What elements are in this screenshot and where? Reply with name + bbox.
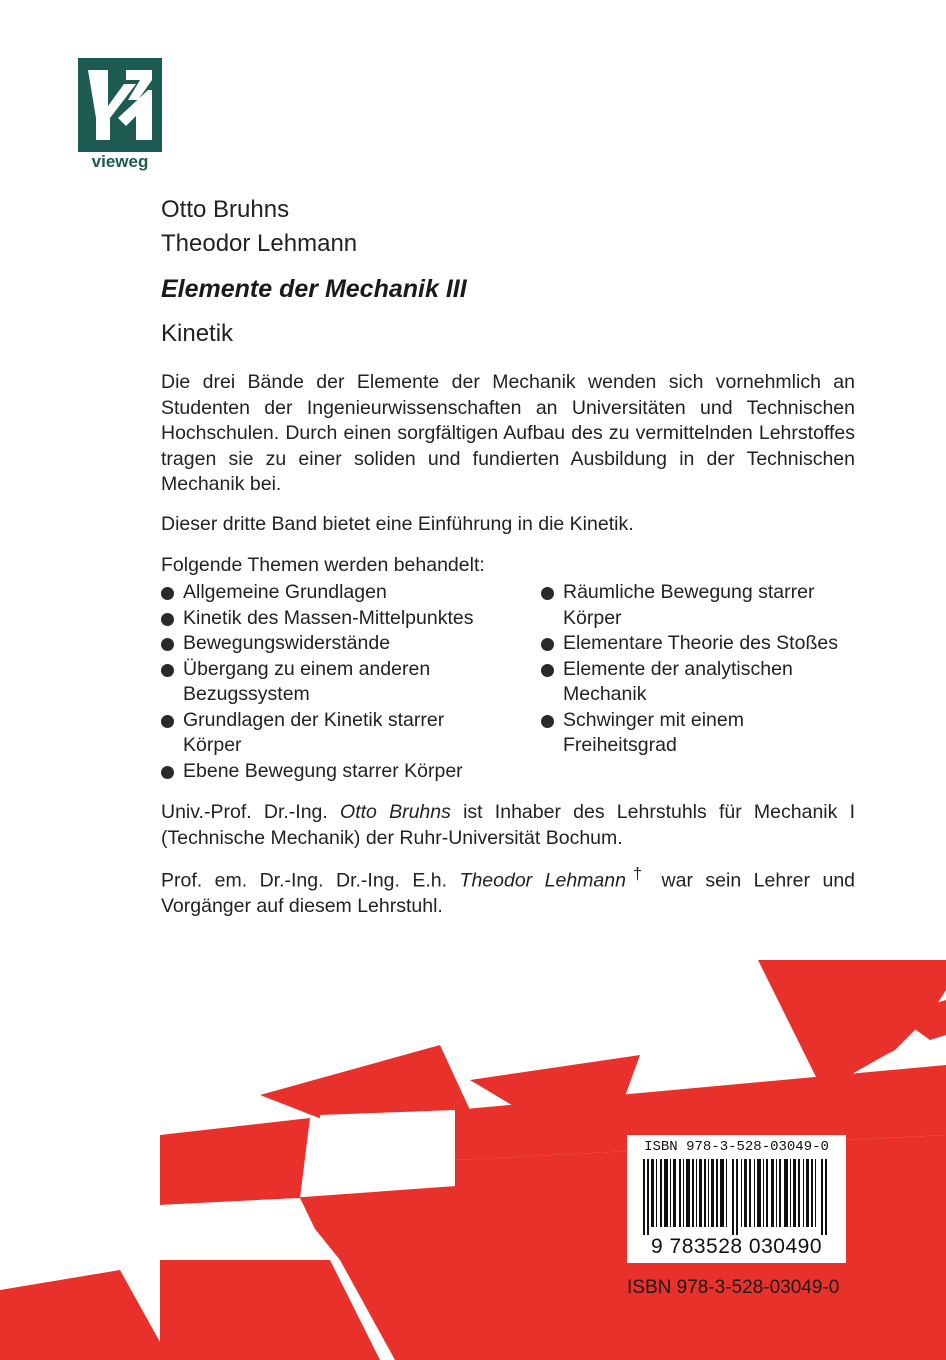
bullet-icon — [541, 638, 554, 651]
author-name-italic: Theodor Lehmann — [459, 869, 626, 892]
bullet-icon — [161, 766, 174, 779]
book-subtitle: Kinetik — [161, 320, 234, 347]
red-shape — [0, 1270, 170, 1360]
author-bio: Univ.-Prof. Dr.-Ing. Otto Bruhns ist Inhaber des Lehrstuhls für Mechanik I (Technische Mechanik) der Ruhr-Universität Bochum. — [161, 801, 856, 849]
topic-item: Räumliche Bewegung starrer Körper — [541, 580, 848, 631]
book-title: Elemente der Mechanik III — [161, 275, 467, 303]
bullet-icon — [161, 613, 174, 626]
bullet-icon — [161, 664, 174, 677]
red-shape — [160, 1118, 310, 1205]
publisher-name: vieweg — [91, 152, 149, 171]
topic-item: Bewegungswiderstände — [161, 631, 516, 657]
isbn-label: ISBN 978-3-528-03049-0 — [627, 1277, 840, 1298]
bullet-icon — [541, 587, 554, 600]
topic-item: Kinetik des Massen-Mittelpunktes — [161, 606, 516, 632]
topic-item: Elemente der analytischen Mechanik — [541, 657, 823, 708]
white-shape — [318, 1110, 455, 1170]
author-name: Otto Bruhns — [161, 196, 290, 223]
vieweg-logo-mark — [78, 58, 162, 152]
bullet-icon — [161, 638, 174, 651]
barcode-bars — [633, 1159, 840, 1235]
description-paragraph: Die drei Bände der Elemente der Mechanik wenden sich vornehmlich an Studenten der Ingenieurwissenschaften an Universitäten und Technischen Hochschulen. Durch einen sorgfältigen Aufbau des zu vermittelnden Lehrstoffes tragen sie zu einer soliden und fundierten Ausbildung in der Technischen Mechanik bei. — [161, 371, 855, 495]
bullet-icon — [541, 664, 554, 677]
topics-list-right — [541, 580, 861, 759]
publisher-logo — [78, 58, 162, 174]
topic-item: Übergang zu einem anderen Bezugssystem — [161, 657, 483, 708]
barcode-isbn-label: ISBN 978-3-528-03049-0 — [644, 1139, 829, 1155]
topic-item: Schwinger mit einem Freiheitsgrad — [541, 708, 853, 759]
bullet-icon — [161, 587, 174, 600]
dagger-mark: † — [625, 865, 650, 883]
barcode — [627, 1135, 846, 1263]
topics-list-left — [161, 580, 516, 784]
description-paragraph: Dieser dritte Band bietet eine Einführung in die Kinetik. — [161, 513, 634, 535]
topics-heading: Folgende Themen werden behandelt: — [161, 554, 485, 576]
white-shape — [160, 1198, 330, 1260]
topic-item: Grundlagen der Kinetik starrer Körper — [161, 708, 493, 759]
author-bio: Prof. em. Dr.-Ing. Dr.-Ing. E.h. Theodor Lehmann† war sein Lehrer und Vorgänger auf diesem Lehrstuhl. — [161, 865, 856, 917]
topic-item: Ebene Bewegung starrer Körper — [161, 759, 516, 785]
vieweg-v-icon — [78, 58, 162, 152]
red-shape — [160, 1260, 380, 1360]
topic-item: Elementare Theorie des Stoßes — [541, 631, 861, 657]
bullet-icon — [541, 715, 554, 728]
bullet-icon — [161, 715, 174, 728]
author-name: Theodor Lehmann — [161, 230, 358, 257]
author-name-italic: Otto Bruhns — [340, 801, 451, 823]
topic-item: Allgemeine Grundlagen — [161, 580, 516, 606]
barcode-digits: 9 783528 030490 — [651, 1235, 822, 1258]
